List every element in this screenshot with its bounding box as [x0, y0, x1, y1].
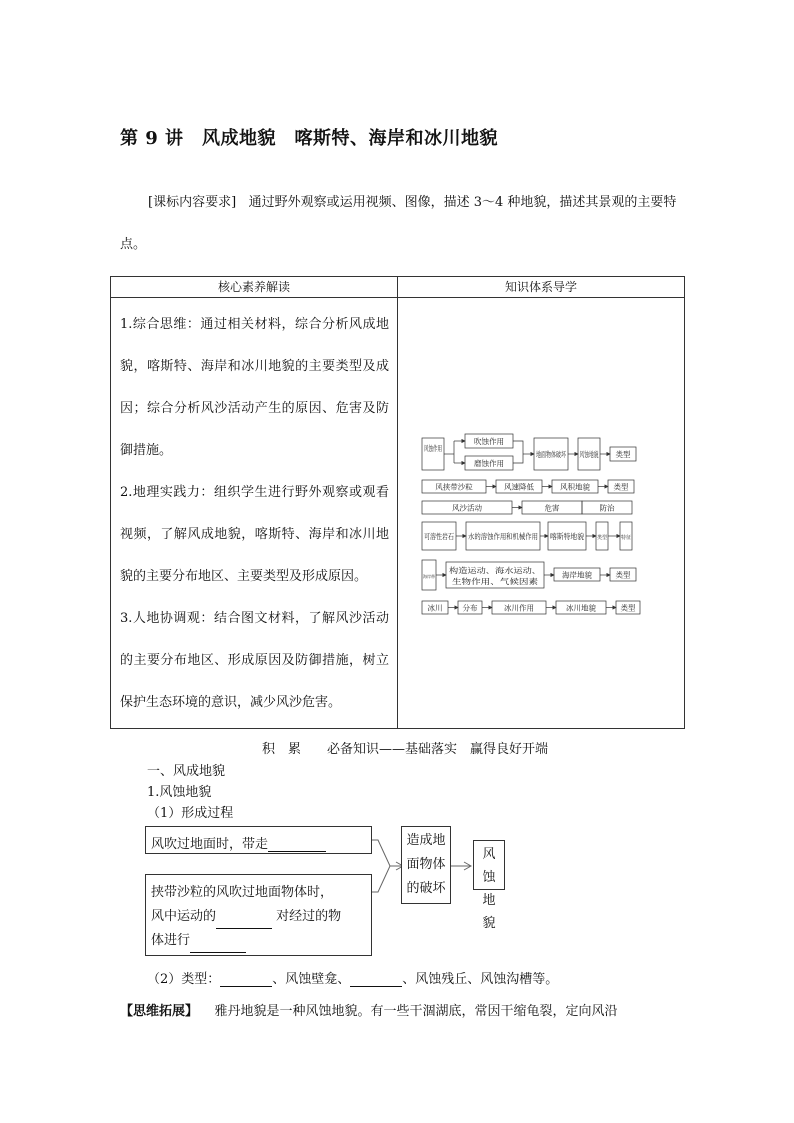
- section-heading-wind-landform: 一、风成地貌: [147, 764, 226, 779]
- blank-1[interactable]: [268, 851, 326, 852]
- dia-karst-landform: 喀斯特地貌: [550, 532, 588, 541]
- flow-box2-line3: 体进行: [151, 933, 191, 948]
- dia-surface-destroy: 地面物体破坏: [536, 450, 581, 459]
- dia-coast-landform: 海岸地貌: [562, 570, 592, 580]
- dia-row4-types: 类型: [596, 535, 608, 541]
- header-core-literacy: 核心素养解读: [111, 277, 398, 298]
- extension-text: 雅丹地貌是一种风蚀地貌。有一些干涸湖底，常因干缩龟裂，定向风沿: [214, 1004, 618, 1019]
- thinking-extension: [120, 1000, 690, 1019]
- item-formation-process: （1）形成过程: [147, 806, 234, 821]
- blank-type-2[interactable]: [350, 986, 402, 987]
- extension-label: 【思维拓展】: [120, 1004, 199, 1019]
- flow-box-wind-carry: [145, 826, 372, 854]
- literacy-item-3: 3.人地协调观：结合图文材料，了解风沙活动的主要分布地区、形成原因及防御措施，树立保护生态环境的意识，减少风沙危害。: [120, 611, 389, 710]
- page-title: 第 9 讲 风成地貌 喀斯特、海岸和冰川地貌: [120, 128, 499, 149]
- flow-box2-line2-post: 对经过的物: [276, 909, 342, 924]
- literacy-knowledge-table: [110, 276, 685, 729]
- dia-row2-types: 类型: [613, 482, 629, 492]
- flow-box-destroy: 造成地面物体的破坏: [401, 826, 451, 904]
- dia-water-action: 水的溶蚀作用和机械作用: [468, 532, 551, 541]
- subheading-wind-erosion: 1.风蚀地貌: [147, 785, 212, 800]
- dia-grind-erosion: 磨蚀作用: [474, 459, 504, 468]
- types-line: [147, 968, 558, 987]
- knowledge-diagram: [398, 298, 685, 714]
- blank-3[interactable]: [190, 952, 246, 953]
- dia-wind-landform: 风蚀地貌: [579, 450, 610, 459]
- literacy-item-1: 1.综合思维：通过相关材料，综合分析风成地貌，喀斯特、海岸和冰川地貌的主要类型及成因；综合分析风沙活动产生的原因、危害及防御措施。: [120, 317, 389, 458]
- dia-row6-types: 类型: [620, 603, 636, 613]
- flow-box2-line1: 挟带沙粒的风吹过地面物体时，: [151, 885, 334, 900]
- header-knowledge-system: 知识体系导学: [398, 277, 685, 298]
- dia-deposit-landform: 风积地貌: [560, 482, 590, 492]
- types-text-2: 、风蚀残丘、风蚀沟槽等。: [402, 972, 559, 987]
- dia-glacier-landform: 冰川地貌: [566, 603, 596, 613]
- dia-coast-factors-2: 生物作用、气候因素: [452, 577, 520, 586]
- accumulate-heading: 积 累 必备知识——基础落实 赢得良好开端: [262, 742, 549, 757]
- knowledge-diagram-cell: [398, 298, 685, 729]
- blank-type-1[interactable]: [220, 986, 272, 987]
- dia-wind-slow: 风速降低: [504, 482, 534, 492]
- dia-coast-factors-1: 构造运动、海水运动、: [449, 566, 524, 575]
- dia-row4-features: 特征: [620, 535, 632, 541]
- flow-box-sand-wind: [145, 874, 372, 956]
- flow-box-result: 风蚀地貌: [473, 840, 505, 890]
- dia-harm: 危害: [544, 503, 560, 513]
- literacy-cell: [111, 298, 398, 729]
- dia-glacier: 冰川: [427, 603, 443, 613]
- types-text-1: 、风蚀壁龛、: [272, 972, 351, 987]
- dia-prevention: 防治: [599, 503, 615, 513]
- dia-distribution: 分布: [462, 603, 478, 613]
- dia-soluble-rock: 可溶性岩石: [424, 532, 462, 541]
- dia-blow-erosion: 吹蚀作用: [474, 437, 504, 446]
- types-prefix: （2）类型：: [147, 972, 221, 987]
- literacy-item-2: 2.地理实践力：组织学生进行野外观察或观看视频，了解风成地貌，喀斯特、海岸和冰川地貌的主要分布地区、主要类型及形成原因。: [120, 485, 389, 584]
- flow-box1-text: 风吹过地面时，带走: [151, 837, 269, 852]
- dia-sand-activity: 风沙活动: [452, 503, 482, 513]
- dia-row5-types: 类型: [615, 570, 631, 580]
- dia-row1-types: 类型: [615, 450, 631, 459]
- course-requirement: [120, 182, 686, 266]
- dia-coast-zone: 海岸带: [423, 574, 435, 579]
- dia-sand-wind: 风挟带沙粒: [435, 482, 473, 492]
- requirement-label: [课标内容要求]: [148, 195, 237, 210]
- requirement-text: 通过野外观察或运用视频、图像，描述 3～4 种地貌，描述其景观的主要特点。: [120, 195, 677, 252]
- dia-glacier-action: 冰川作用: [504, 603, 534, 613]
- flow-box2-line2-pre: 风中运动的: [151, 909, 217, 924]
- dia-wind-erosion-1: 风蚀作用: [424, 444, 454, 453]
